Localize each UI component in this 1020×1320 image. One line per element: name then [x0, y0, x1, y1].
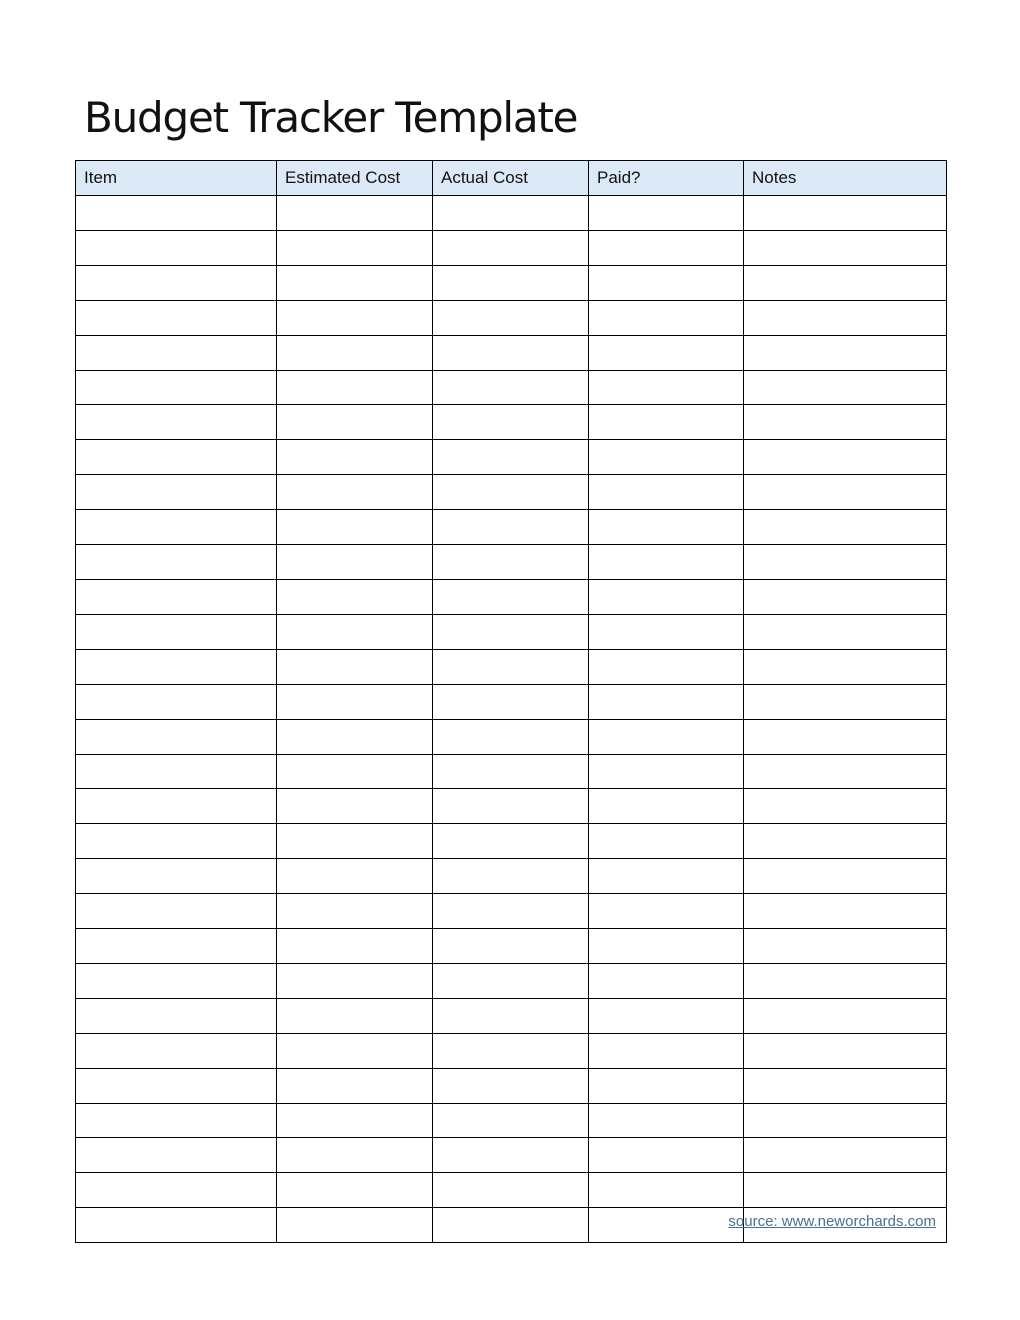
estimated-cost-cell[interactable]	[277, 196, 433, 231]
paid-cell[interactable]	[589, 300, 744, 335]
paid-cell[interactable]	[589, 579, 744, 614]
column-header-estimated-cost: Estimated Cost	[277, 161, 433, 196]
item-cell[interactable]	[76, 300, 277, 335]
item-cell[interactable]	[76, 440, 277, 475]
estimated-cost-cell[interactable]	[277, 1033, 433, 1068]
notes-cell[interactable]	[744, 789, 947, 824]
item-cell[interactable]	[76, 859, 277, 894]
column-header-notes: Notes	[744, 161, 947, 196]
item-cell[interactable]	[76, 614, 277, 649]
paid-cell[interactable]	[589, 649, 744, 684]
actual-cost-cell[interactable]	[433, 510, 589, 545]
notes-cell[interactable]	[744, 265, 947, 300]
actual-cost-cell[interactable]	[433, 405, 589, 440]
table-row	[76, 719, 947, 754]
actual-cost-cell[interactable]	[433, 754, 589, 789]
paid-cell[interactable]	[589, 335, 744, 370]
table-body	[76, 196, 947, 1243]
item-cell[interactable]	[76, 998, 277, 1033]
table-row	[76, 1068, 947, 1103]
estimated-cost-cell[interactable]	[277, 230, 433, 265]
paid-cell[interactable]	[589, 614, 744, 649]
notes-cell[interactable]	[744, 579, 947, 614]
paid-cell[interactable]	[589, 684, 744, 719]
table-row	[76, 1033, 947, 1068]
notes-cell[interactable]	[744, 440, 947, 475]
notes-cell[interactable]	[744, 859, 947, 894]
table-row	[76, 265, 947, 300]
item-cell[interactable]	[76, 545, 277, 580]
table-row	[76, 475, 947, 510]
estimated-cost-cell[interactable]	[277, 1138, 433, 1173]
table-row	[76, 859, 947, 894]
actual-cost-cell[interactable]	[433, 859, 589, 894]
table-row	[76, 894, 947, 929]
table-row	[76, 824, 947, 859]
item-cell[interactable]	[76, 824, 277, 859]
actual-cost-cell[interactable]	[433, 440, 589, 475]
item-cell[interactable]	[76, 963, 277, 998]
estimated-cost-cell[interactable]	[277, 789, 433, 824]
table-row	[76, 998, 947, 1033]
paid-cell[interactable]	[589, 824, 744, 859]
table-row	[76, 579, 947, 614]
actual-cost-cell[interactable]	[433, 1103, 589, 1138]
item-cell[interactable]	[76, 1208, 277, 1243]
paid-cell[interactable]	[589, 370, 744, 405]
actual-cost-cell[interactable]	[433, 230, 589, 265]
item-cell[interactable]	[76, 370, 277, 405]
notes-cell[interactable]	[744, 1138, 947, 1173]
item-cell[interactable]	[76, 1173, 277, 1208]
item-cell[interactable]	[76, 719, 277, 754]
paid-cell[interactable]	[589, 1033, 744, 1068]
estimated-cost-cell[interactable]	[277, 963, 433, 998]
paid-cell[interactable]	[589, 1173, 744, 1208]
actual-cost-cell[interactable]	[433, 684, 589, 719]
paid-cell[interactable]	[589, 545, 744, 580]
actual-cost-cell[interactable]	[433, 579, 589, 614]
notes-cell[interactable]	[744, 545, 947, 580]
item-cell[interactable]	[76, 510, 277, 545]
notes-cell[interactable]	[744, 405, 947, 440]
source-link[interactable]: source: www.neworchards.com	[728, 1213, 936, 1230]
table-row	[76, 300, 947, 335]
paid-cell[interactable]	[589, 265, 744, 300]
table-row	[76, 196, 947, 231]
table-header	[76, 161, 947, 196]
item-cell[interactable]	[76, 265, 277, 300]
paid-cell[interactable]	[589, 859, 744, 894]
actual-cost-cell[interactable]	[433, 789, 589, 824]
table-row	[76, 510, 947, 545]
notes-cell[interactable]	[744, 684, 947, 719]
notes-cell[interactable]	[744, 963, 947, 998]
item-cell[interactable]	[76, 1033, 277, 1068]
notes-cell[interactable]	[744, 230, 947, 265]
actual-cost-cell[interactable]	[433, 265, 589, 300]
paid-cell[interactable]	[589, 1103, 744, 1138]
item-cell[interactable]	[76, 789, 277, 824]
estimated-cost-cell[interactable]	[277, 894, 433, 929]
item-cell[interactable]	[76, 230, 277, 265]
table-row	[76, 335, 947, 370]
notes-cell[interactable]	[744, 894, 947, 929]
paid-cell[interactable]	[589, 475, 744, 510]
estimated-cost-cell[interactable]	[277, 859, 433, 894]
notes-cell[interactable]	[744, 998, 947, 1033]
paid-cell[interactable]	[589, 230, 744, 265]
item-cell[interactable]	[76, 1103, 277, 1138]
estimated-cost-cell[interactable]	[277, 510, 433, 545]
paid-cell[interactable]	[589, 510, 744, 545]
column-header-item: Item	[76, 161, 277, 196]
paid-cell[interactable]	[589, 998, 744, 1033]
notes-cell[interactable]	[744, 824, 947, 859]
actual-cost-cell[interactable]	[433, 545, 589, 580]
estimated-cost-cell[interactable]	[277, 579, 433, 614]
actual-cost-cell[interactable]	[433, 475, 589, 510]
actual-cost-cell[interactable]	[433, 719, 589, 754]
item-cell[interactable]	[76, 1068, 277, 1103]
estimated-cost-cell[interactable]	[277, 370, 433, 405]
estimated-cost-cell[interactable]	[277, 475, 433, 510]
estimated-cost-cell[interactable]	[277, 824, 433, 859]
estimated-cost-cell[interactable]	[277, 335, 433, 370]
actual-cost-cell[interactable]	[433, 1173, 589, 1208]
actual-cost-cell[interactable]	[433, 300, 589, 335]
notes-cell[interactable]	[744, 649, 947, 684]
table-row	[76, 929, 947, 964]
estimated-cost-cell[interactable]	[277, 754, 433, 789]
item-cell[interactable]	[76, 1138, 277, 1173]
paid-cell[interactable]	[589, 405, 744, 440]
header-row	[76, 161, 947, 196]
actual-cost-cell[interactable]	[433, 929, 589, 964]
actual-cost-cell[interactable]	[433, 963, 589, 998]
estimated-cost-cell[interactable]	[277, 614, 433, 649]
notes-cell[interactable]	[744, 196, 947, 231]
notes-cell[interactable]	[744, 1033, 947, 1068]
actual-cost-cell[interactable]	[433, 824, 589, 859]
item-cell[interactable]	[76, 754, 277, 789]
estimated-cost-cell[interactable]	[277, 1103, 433, 1138]
actual-cost-cell[interactable]	[433, 1208, 589, 1243]
notes-cell[interactable]	[744, 614, 947, 649]
paid-cell[interactable]	[589, 440, 744, 475]
table-row	[76, 545, 947, 580]
item-cell[interactable]	[76, 405, 277, 440]
notes-cell[interactable]	[744, 1173, 947, 1208]
table-row	[76, 963, 947, 998]
item-cell[interactable]	[76, 579, 277, 614]
table-row	[76, 370, 947, 405]
paid-cell[interactable]	[589, 719, 744, 754]
notes-cell[interactable]	[744, 300, 947, 335]
estimated-cost-cell[interactable]	[277, 265, 433, 300]
budget-table	[75, 160, 947, 1243]
actual-cost-cell[interactable]	[433, 196, 589, 231]
table-row	[76, 440, 947, 475]
actual-cost-cell[interactable]	[433, 998, 589, 1033]
table-row	[76, 754, 947, 789]
item-cell[interactable]	[76, 335, 277, 370]
notes-cell[interactable]	[744, 754, 947, 789]
estimated-cost-cell[interactable]	[277, 1068, 433, 1103]
table-row	[76, 789, 947, 824]
paid-cell[interactable]	[589, 1138, 744, 1173]
paid-cell[interactable]	[589, 1208, 744, 1243]
estimated-cost-cell[interactable]	[277, 1208, 433, 1243]
table-row	[76, 1103, 947, 1138]
notes-cell[interactable]	[744, 1068, 947, 1103]
table-row	[76, 230, 947, 265]
item-cell[interactable]	[76, 929, 277, 964]
table-row	[76, 1138, 947, 1173]
item-cell[interactable]	[76, 684, 277, 719]
page-title: Budget Tracker Template	[84, 93, 578, 142]
column-header-paid: Paid?	[589, 161, 744, 196]
paid-cell[interactable]	[589, 754, 744, 789]
estimated-cost-cell[interactable]	[277, 684, 433, 719]
notes-cell[interactable]	[744, 475, 947, 510]
table-row	[76, 684, 947, 719]
actual-cost-cell[interactable]	[433, 1138, 589, 1173]
notes-cell[interactable]	[744, 719, 947, 754]
paid-cell[interactable]	[589, 196, 744, 231]
paid-cell[interactable]	[589, 963, 744, 998]
estimated-cost-cell[interactable]	[277, 300, 433, 335]
notes-cell[interactable]	[744, 1103, 947, 1138]
item-cell[interactable]	[76, 894, 277, 929]
estimated-cost-cell[interactable]	[277, 719, 433, 754]
item-cell[interactable]	[76, 475, 277, 510]
actual-cost-cell[interactable]	[433, 614, 589, 649]
estimated-cost-cell[interactable]	[277, 405, 433, 440]
table-row	[76, 405, 947, 440]
notes-cell[interactable]	[744, 510, 947, 545]
paid-cell[interactable]	[589, 894, 744, 929]
actual-cost-cell[interactable]	[433, 1068, 589, 1103]
item-cell[interactable]	[76, 649, 277, 684]
actual-cost-cell[interactable]	[433, 370, 589, 405]
actual-cost-cell[interactable]	[433, 335, 589, 370]
paid-cell[interactable]	[589, 1068, 744, 1103]
estimated-cost-cell[interactable]	[277, 649, 433, 684]
actual-cost-cell[interactable]	[433, 1033, 589, 1068]
table-row	[76, 649, 947, 684]
estimated-cost-cell[interactable]	[277, 998, 433, 1033]
notes-cell[interactable]	[744, 929, 947, 964]
paid-cell[interactable]	[589, 929, 744, 964]
table-row	[76, 614, 947, 649]
notes-cell[interactable]	[744, 370, 947, 405]
column-header-actual-cost: Actual Cost	[433, 161, 589, 196]
paid-cell[interactable]	[589, 789, 744, 824]
table-row	[76, 1173, 947, 1208]
estimated-cost-cell[interactable]	[277, 929, 433, 964]
estimated-cost-cell[interactable]	[277, 545, 433, 580]
estimated-cost-cell[interactable]	[277, 1173, 433, 1208]
estimated-cost-cell[interactable]	[277, 440, 433, 475]
item-cell[interactable]	[76, 196, 277, 231]
actual-cost-cell[interactable]	[433, 894, 589, 929]
actual-cost-cell[interactable]	[433, 649, 589, 684]
notes-cell[interactable]	[744, 335, 947, 370]
